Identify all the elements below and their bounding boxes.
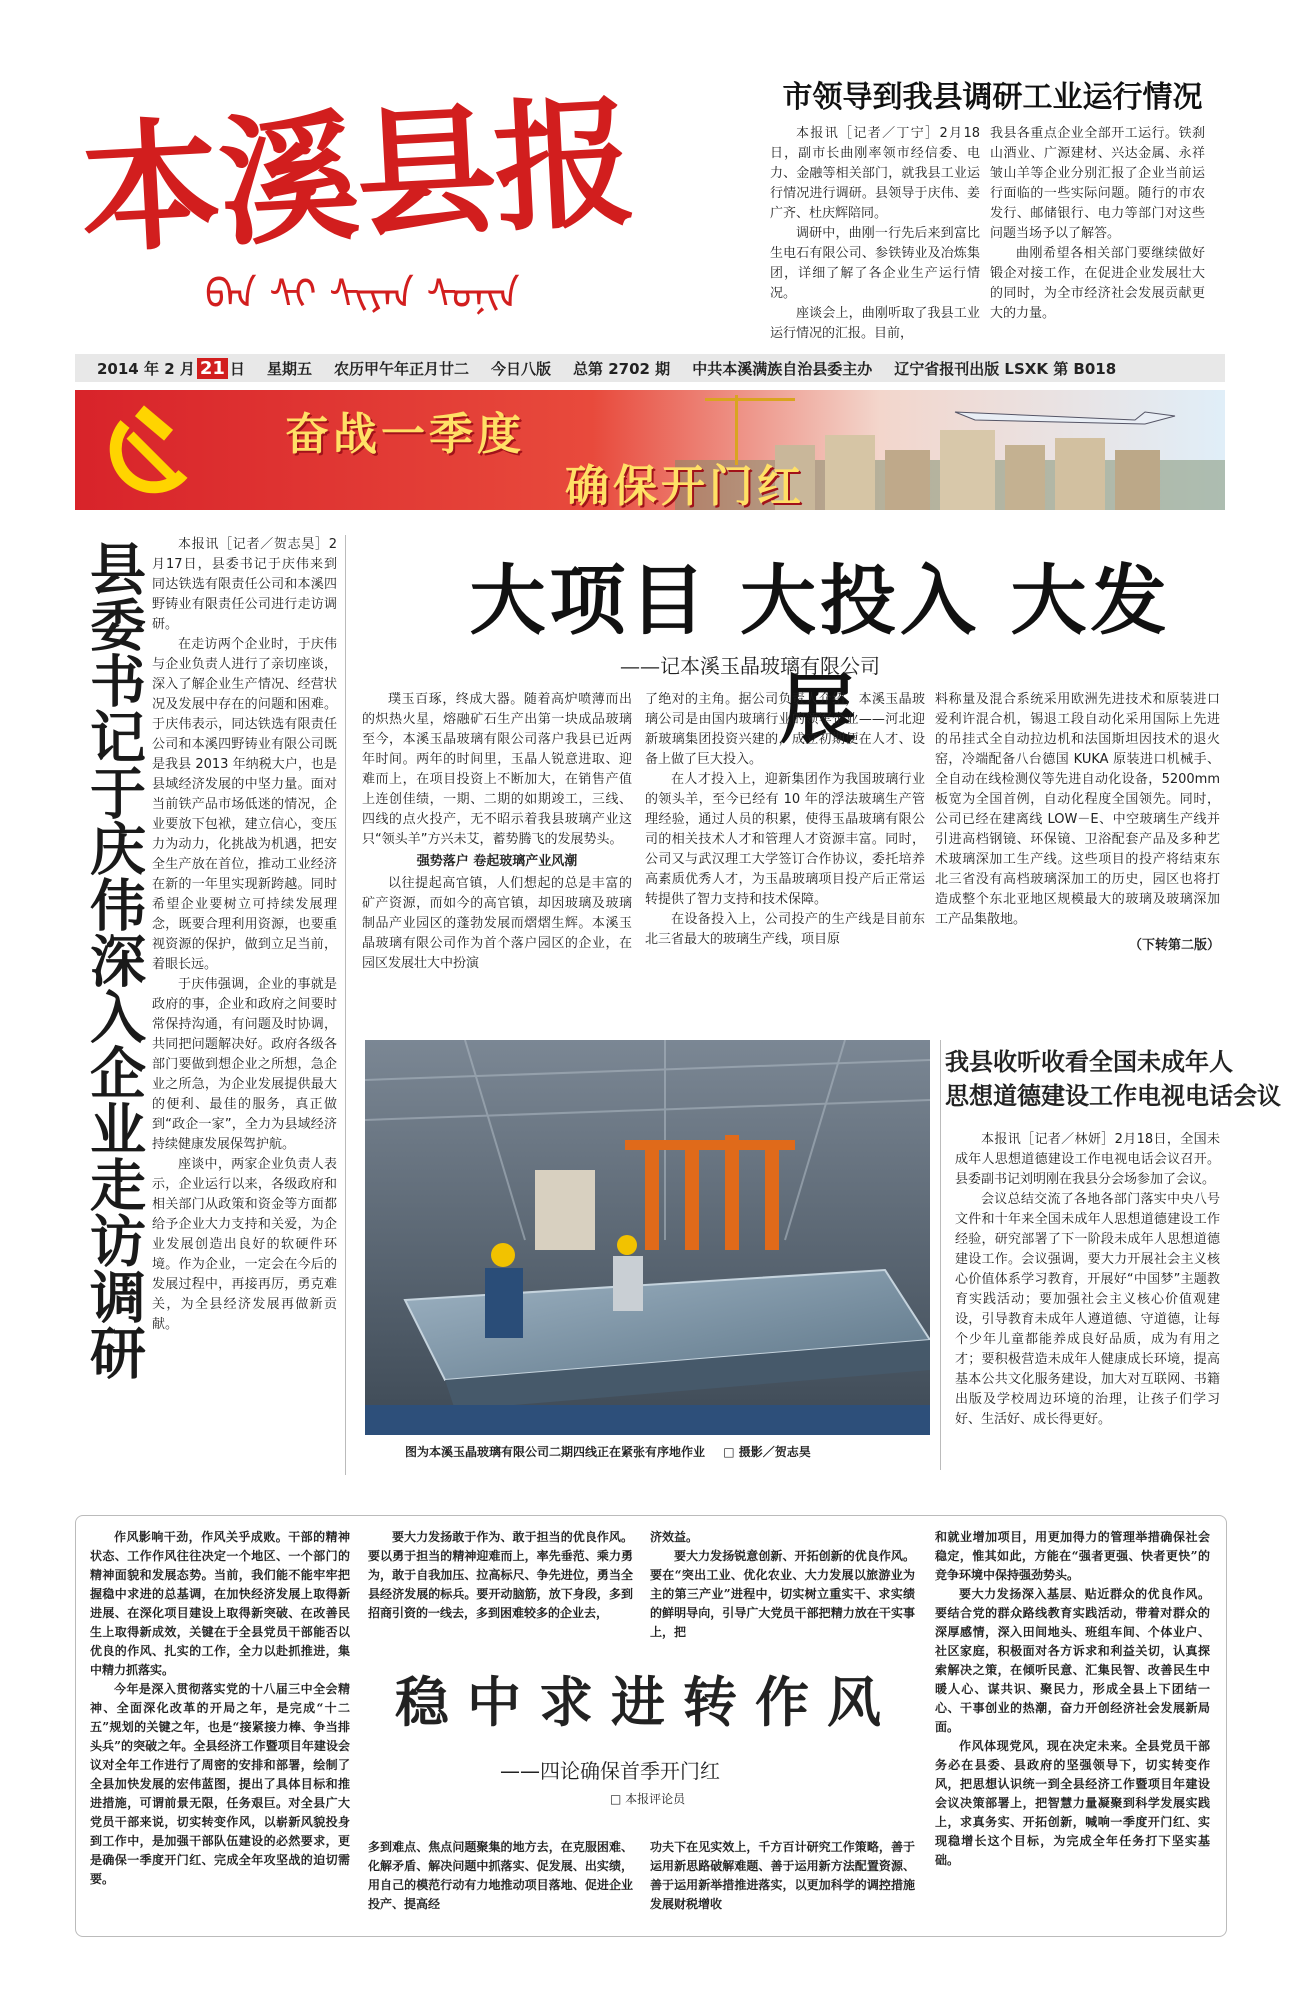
campaign-banner <box>75 390 1225 510</box>
masthead <box>75 60 735 318</box>
commentary-subtitle: ——四论确保首季开门红 <box>500 1759 720 1783</box>
paragraph: 要大力发扬锐意创新、开拓创新的优良作风。要在“突出工业、优化农业、大力发展以旅游业为主的第三产业”进程中，切实树立重实干、求实绩的鲜明导向，引导广大党员干部把精力放在干实事上，把 <box>650 1549 915 1639</box>
commentary-col2-top <box>368 1528 633 1623</box>
paragraph: 璞玉百琢，终成大器。随着高炉喷薄而出的炽热火星，熔融矿石生产出第一块成品玻璃至今，本溪玉晶玻璃有限公司落户我县已近两年时间。两年的时间里，玉晶人锐意进取、迎难而上，在项目投资上不断加大，在销售产值上连创佳绩，一期、二期的如期竣工，三线、四线的点火投产，无不昭示着我县玻璃产业这只“领头羊”方兴未艾，蓄势腾飞的发展势头。 <box>362 692 632 847</box>
paragraph: 座谈会上，曲刚听取了我县工业运行情况的汇报。目前， <box>770 306 980 341</box>
masthead-mongolian: ᠪᠡᠨ ᠰᠢ ᠰᠢᠶᠠᠨ ᠰᠣᠨ᠋ᠢᠨ <box>205 272 520 318</box>
left-story-headline: 县委书记于庆伟深入企业走访调研 <box>81 540 146 1380</box>
section-subhead: 强势落户 卷起玻璃产业风潮 <box>416 854 578 869</box>
paragraph: 要大力发扬敢于作为、敢于担当的优良作风。要以勇于担当的精神迎难而上，率先垂范、乘力勇为，敢于自我加压、拉高标尺、争先进位，勇当全县经济发展的标兵。要开动脑筋，放下身段，多到招商引资的一线去，多到困难较多的企业去， <box>368 1530 633 1620</box>
issue-day: 21 <box>197 358 228 379</box>
paragraph: 作风体现党风，现在决定未来。全县党员干部务必在县委、县政府的坚强领导下，切实转变作风，把思想认识统一到全县经济工作暨项目年建设会议决策部署上，把智慧力量凝聚到科学发展实践上，求真务实、开拓创新，喊响一季度开门红、实现稳增长这个目标，为完成全年任务打下坚实基础。 <box>935 1739 1210 1867</box>
paragraph: 和就业增加项目，用更加得力的管理举措确保社会稳定，惟其如此，方能在“强者更强、快者更快”的竞争环境中保持强劲势头。 <box>935 1530 1210 1582</box>
paragraph: 今年是深入贯彻落实党的十八届三中全会精神、全面深化改革的开局之年，是完成“十二五”规划的关键之年，也是“接紧接力棒、争当排头兵”的突破之年。全县经济工作暨项目年建设会议对全年工作进行了周密的安排和部署，绘制了全县加快发展的宏伟蓝图，提出了具体目标和推进措施，可谓前景无限，任务艰巨。对全县广大党员干部来说，切实转变作风，以崭新风貌投身到工作中，是加强干部队伍建设的必然要求，更是确保一季度开门红、完成全年攻坚战的迫切需要。 <box>90 1682 350 1886</box>
top-story-title: 市领导到我县调研工业运行情况 <box>782 80 1203 115</box>
issue-date: 2014 年 2 月 21 日 <box>97 357 245 379</box>
publisher: 中共本溪满族自治县委主办 <box>692 359 873 378</box>
photo-credit: □ 摄影／贺志昊 <box>723 1445 811 1459</box>
column-divider <box>940 1040 941 1470</box>
paragraph: 座谈中，两家企业负责人表示，企业运行以来，各级政府和相关部门从政策和资金等方面都给予企业大力支持和关爱，为企业发展创造出良好的软硬件环境。作为企业，一定会在今后的发展过程中，再接再厉，勇克难关，为全县经济发展再做新贡献。 <box>152 1157 337 1332</box>
commentary-col4 <box>935 1528 1210 1870</box>
factory-photo <box>365 1040 930 1435</box>
main-story-col2 <box>645 690 925 950</box>
main-story-col3 <box>935 690 1220 956</box>
left-story-body <box>152 535 337 1335</box>
right-headline-line1: 我县收听收看全国未成年人 <box>945 1048 1233 1076</box>
paragraph: 本报讯［记者／丁宁］2月18日，副市长曲刚率领市经信委、电力、金融等相关部门，就我县工业运行情况进行调研。县领导于庆伟、姜广齐、杜庆辉陪同。 <box>770 126 980 221</box>
banner-line1: 奋战一季度 <box>285 409 525 460</box>
main-headline: 大项目 大投入 大发展 <box>469 556 1171 754</box>
issue-number: 总第 2702 期 <box>572 359 671 378</box>
banner-line2: 确保开门红 <box>565 461 805 510</box>
paragraph: 了绝对的主角。据公司负责人介绍，本溪玉晶玻璃公司是由国内玻璃行业的领军企业——河北迎新玻璃集团投资兴建的，成立初期便在人才、设备上做了巨大投入。 <box>645 692 925 767</box>
paragraph: 济效益。 <box>650 1530 699 1544</box>
paragraph: 调研中，曲刚一行先后来到富比生电石有限公司、参铁铸业及冶炼集团，详细了解了各企业生产运行情况。 <box>770 226 980 301</box>
paragraph: 功夫下在见实效上，千方百计研究工作策略，善于运用新思路破解难题、善于运用新方法配置资源、善于运用新举措推进落实，以更加科学的调控措施发展财税增收 <box>650 1840 915 1911</box>
paragraph: 作风影响干劲，作风关乎成败。干部的精神状态、工作作风往往决定一个地区、一个部门的精神面貌和发展态势。当前，我们能不能牢牢把握稳中求进的总基调，在加快经济发展上取得新进展、在深化项目建设上取得新突破、在改善民生上取得新成效，关键在于全县党员干部能否以优良的作风、扎实的工作，全力以赴抓推进，集中精力抓落实。 <box>90 1530 350 1677</box>
masthead-title: 本溪县报 <box>76 81 637 274</box>
right-story-headline <box>945 1045 1281 1113</box>
main-story-col1 <box>362 690 632 974</box>
paragraph: 在设备投入上，公司投产的生产线是目前东北三省最大的玻璃生产线，项目原 <box>645 912 925 947</box>
top-story-col2 <box>990 124 1205 324</box>
lunar-date: 农历甲午年正月廿二 <box>333 359 469 378</box>
paragraph: 要大力发扬深入基层、贴近群众的优良作风。要结合党的群众路线教育实践活动，带着对群众的深厚感情，深入田间地头、班组车间、个体业户、社区家庭，积极面对各方诉求和利益关切，认真探索解决之策，在倾听民意、汇集民智、改善民生中暖人心、谋共识、聚民力，形成全县上下团结一心、干事创业的热潮，奋力开创经济社会发展新局面。 <box>935 1587 1210 1734</box>
caption-text: 图为本溪玉晶玻璃有限公司二期四线正在紧张有序地作业 <box>405 1445 706 1459</box>
right-story-body <box>955 1130 1220 1430</box>
continued-note: （下转第二版） <box>1128 938 1220 953</box>
paragraph: 本报讯［记者／贺志昊］2月17日，县委书记于庆伟来到同达铁选有限责任公司和本溪四野铸业有限责任公司进行走访调研。 <box>152 537 337 632</box>
commentary-col1 <box>90 1528 350 1889</box>
commentary-col3-bottom <box>650 1838 915 1914</box>
glass-factory-image <box>365 1040 930 1435</box>
paragraph: 在人才投入上，迎新集团作为我国玻璃行业的领头羊，至今已经有 10 年的浮法玻璃生产管理经验，通过人员的积累，使得玉晶玻璃有限公司的相关技术人才和管理人才资源丰富。同时，公司又与武汉理工大学签订合作协议，委托培养高素质优秀人才，为玉晶玻璃项目投产后正常运转提供了智力支持和技术保障。 <box>645 772 925 907</box>
photo-caption <box>405 1443 811 1460</box>
paragraph: 在走访两个企业时，于庆伟与企业负责人进行了亲切座谈，深入了解企业生产情况、经营状况及发展中存在的问题和困难。于庆伟表示，同达铁选有限责任公司和本溪四野铸业有限公司既是我县 2013 年纳税大户，也是县域经济发展的中坚力量。面对当前铁产品市场低迷的情况，企业要放下包袱，建立信心，变压力为动力，化挑战为机遇，把安全生产放在首位，推动工业经济在新的一年里实现新跨越。同时希望企业要树立可持续发展理念，既要合理利用资源，也要重视资源的保护，做到立足当前，着眼长远。 <box>152 637 337 972</box>
license-number: 辽宁省报刊出版 LSXK 第 B018 <box>894 359 1117 378</box>
dateline-bar <box>75 354 1225 382</box>
right-headline-line2: 思想道德建设工作电视电话会议 <box>945 1082 1281 1110</box>
commentary-byline: □ 本报评论员 <box>610 1792 686 1806</box>
main-subheadline: ——记本溪玉晶玻璃有限公司 <box>620 654 880 678</box>
commentary-col3-top <box>650 1528 915 1642</box>
weekday: 星期五 <box>266 359 312 378</box>
paragraph: 会议总结交流了各地各部门落实中央八号文件和十年来全国未成年人思想道德建设工作经验，研究部署了下一阶段未成年人思想道德建设工作。会议强调，要大力开展社会主义核心价值体系学习教育，开展好“中国梦”主题教育实践活动；要加强社会主义核心价值观建设，引导教育未成年人遵道德、守道德，让每个少年儿童都能养成良好品质，成为有用之才；要积极营造未成年人健康成长环境，提高基本公共文化服务建设，加大对互联网、书籍出版及学校周边环境的治理，让孩子们学习好、生活好、成长得更好。 <box>955 1192 1220 1427</box>
top-story <box>770 72 1215 116</box>
hammer-sickle-icon <box>95 404 205 500</box>
page-count: 今日八版 <box>490 359 551 378</box>
paragraph: 我县各重点企业全部开工运行。铁刹山酒业、广源建材、兴达金属、永祥皱山羊等企业分别汇报了企业当前运行面临的一些实际问题。随行的市农发行、邮储银行、电力等部门对这些问题当场予以了解答。 <box>990 126 1205 241</box>
paragraph: 本报讯［记者／林妍］2月18日，全国未成年人思想道德建设工作电视电话会议召开。县委副书记刘明刚在我县分会场参加了会议。 <box>955 1132 1220 1187</box>
top-story-col1 <box>770 124 980 344</box>
paragraph: 料称量及混合系统采用欧洲先进技术和原装进口爱利许混合机，锡退工段自动化采用国际上先进的吊挂式全自动拉边机和法国斯坦因技术的退火窑，冷端配备八台德国 KUKA 原装进口机械手、全自动在线检测仪等先进自动化设备，5200mm 板宽为全国首例，自动化程度全国领先。同时，公司已经在建离线 LOW－E、中空玻璃生产线并引进高档钢镜、环保镜、卫浴配套产品及多种艺术玻璃深加工生产线。这些项目的投产将结束东北三省没有高档玻璃深加工的历史，园区也将打造成整个东北亚地区规模最大的玻璃及玻璃深加工产品集散地。 <box>935 692 1220 927</box>
paragraph: 于庆伟强调，企业的事就是政府的事，企业和政府之间要时常保持沟通，有问题及时协调，共同把问题解决好。政府各级各部门要做到想企业之所想，急企业之所急，为企业发展提供最大的便利、最佳的服务，真正做到“政企一家”，全力为县域经济持续健康发展保驾护航。 <box>152 977 337 1152</box>
commentary-col2-bottom <box>368 1838 633 1914</box>
column-divider <box>345 535 346 1475</box>
paragraph: 曲刚希望各相关部门要继续做好锻企对接工作，在促进企业发展壮大的同时，为全市经济社会发展贡献更大的力量。 <box>990 246 1205 321</box>
paragraph: 多到难点、焦点问题聚集的地方去，在克服困难、化解矛盾、解决问题中抓落实、促发展、出实绩，用自己的模范行动有力地推动项目落地、促进企业投产、提高经 <box>368 1840 633 1911</box>
commentary-title: 稳中求进转作风 <box>395 1670 899 1734</box>
paragraph: 以往提起高官镇，人们想起的总是丰富的矿产资源，而如今的高官镇，却因玻璃及玻璃制品产业园区的蓬勃发展而熠熠生辉。本溪玉晶玻璃有限公司作为首个落户园区的企业，在园区发展壮大中扮演 <box>362 876 632 971</box>
